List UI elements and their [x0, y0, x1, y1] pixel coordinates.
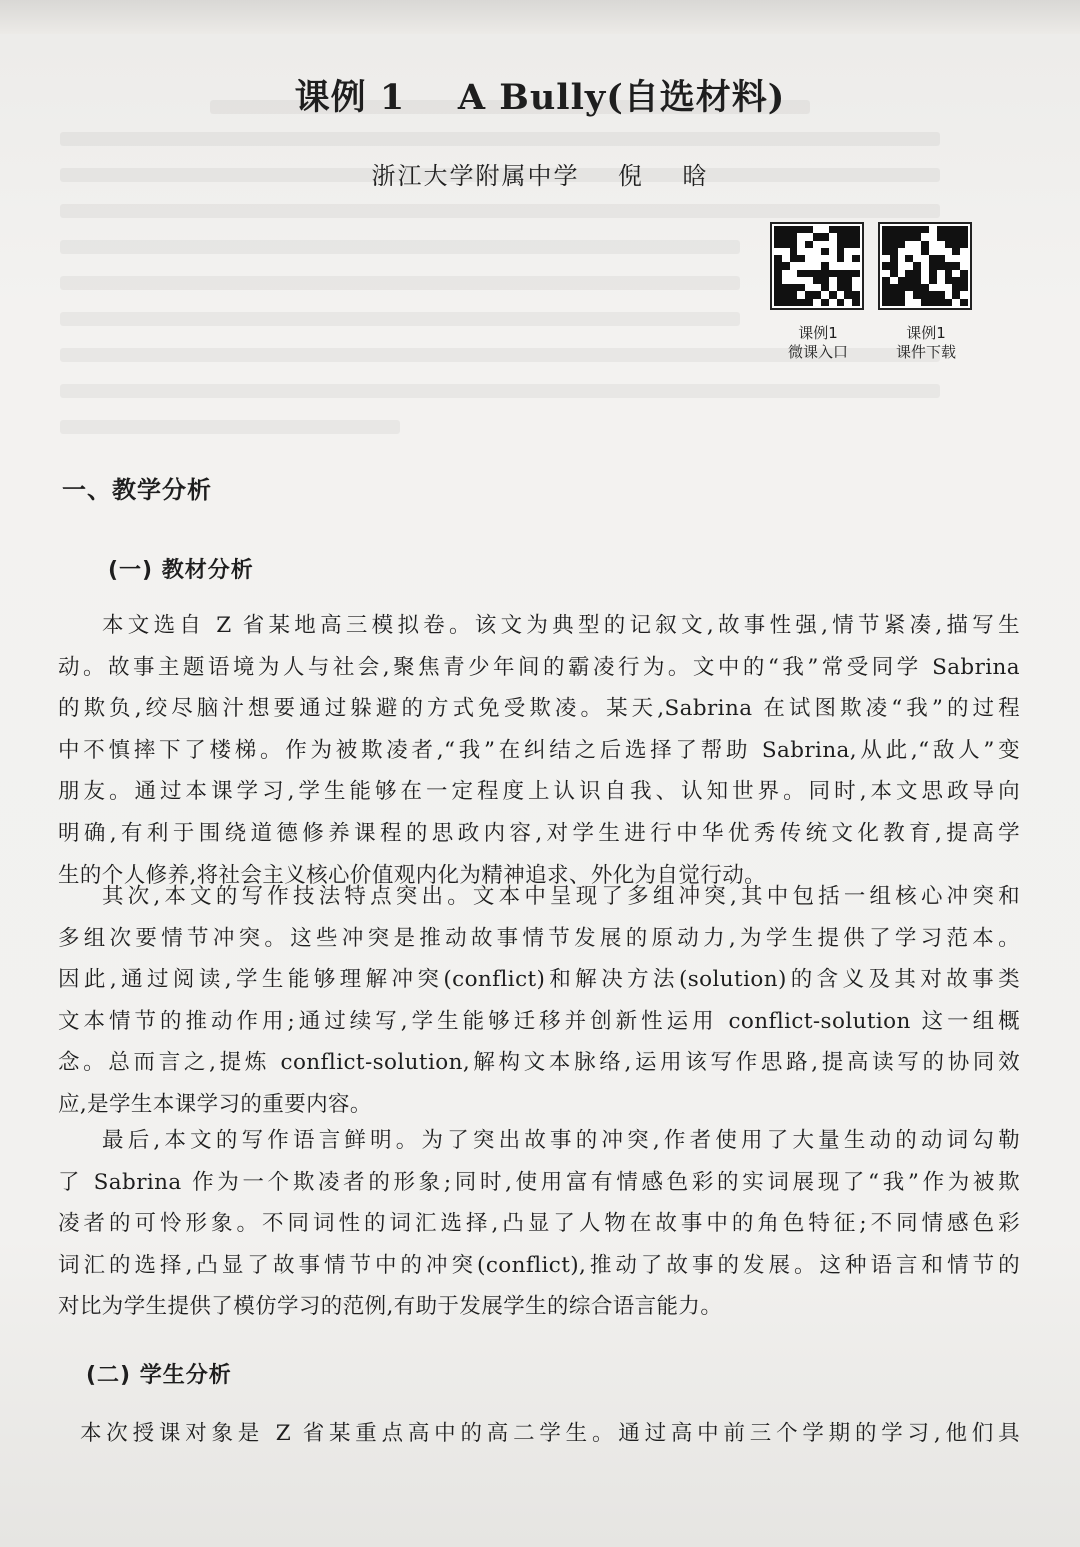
qr-caption-line: 课例1: [906, 324, 946, 342]
qr-block-courseware-download[interactable]: [878, 222, 976, 362]
qr-code-icon[interactable]: [878, 222, 972, 310]
text-line: 了 Sabrina 作为一个欺凌者的形象;同时,使用富有情感色彩的实词展现了“我”作为被欺: [58, 1169, 1020, 1195]
bleed-through: [60, 312, 740, 326]
text-line: 本次授课对象是 Z 省某重点高中的高二学生。通过高中前三个学期的学习,他们具: [80, 1421, 1020, 1446]
paragraph-textbook-analysis-3: [58, 1120, 1020, 1328]
qr-caption: [866, 324, 986, 362]
text-line: 的欺负,绞尽脑汁想要通过躲避的方式免受欺凌。某天,Sabrina 在试图欺凌“我”的过程: [58, 696, 1020, 722]
text-line: 明确,有利于围绕道德修养课程的思政内容,对学生进行中华优秀传统文化教育,提高学: [58, 820, 1020, 846]
page-top-edge: [0, 0, 1080, 34]
paragraph-student-analysis: [58, 1413, 1020, 1455]
text-line: 动。故事主题语境为人与社会,聚焦青少年间的霸凌行为。文中的“我”常受同学 Sabrina: [58, 654, 1020, 680]
qr-code-icon[interactable]: [770, 222, 864, 310]
author-line: 浙江大学附属中学 倪 晗: [371, 162, 709, 190]
text-line: 多组次要情节冲突。这些冲突是推动故事情节发展的原动力,为学生提供了学习范本。: [58, 925, 1020, 951]
text-line: 念。总而言之,提炼 conflict-solution,解构文本脉络,运用该写作思路,提高读写的协同效: [58, 1050, 1020, 1076]
text-line: 其次,本文的写作技法特点突出。文本中呈现了多组冲突,其中包括一组核心冲突和: [102, 884, 1020, 909]
bleed-through: [60, 276, 740, 290]
qr-caption-line: 课件下载: [895, 343, 956, 361]
text-line: 应,是学生本课学习的重要内容。: [58, 1091, 372, 1117]
text-line: 凌者的可怜形象。不同词性的词汇选择,凸显了人物在故事中的角色特征;不同情感色彩: [58, 1211, 1020, 1237]
text-line: 本文选自 Z 省某地高三模拟卷。该文为典型的记叙文,故事性强,情节紧凑,描写生: [102, 613, 1020, 638]
text-line: 生的个人修养,将社会主义核心价值观内化为精神追求、外化为自觉行动。: [58, 862, 767, 888]
paragraph-textbook-analysis-1: [58, 605, 1020, 896]
qr-caption-line: 课例1: [798, 324, 838, 342]
text-line: 对比为学生提供了模仿学习的范例,有助于发展学生的综合语言能力。: [58, 1294, 723, 1320]
text-line: 朋友。通过本课学习,学生能够在一定程度上认识自我、认知世界。同时,本文思政导向: [58, 779, 1020, 805]
subsection-heading: (二) 学生分析: [86, 1363, 232, 1388]
text-line: 词汇的选择,凸显了故事情节中的冲突(conflict),推动了故事的发展。这种语言和情节的: [58, 1252, 1020, 1278]
text-line: 因此,通过阅读,学生能够理解冲突(conflict)和解决方法(solution)的含义及其对故事类: [58, 967, 1020, 993]
text-line: 文本情节的推动作用;通过续写,学生能够迁移并创新性运用 conflict-solution 这一组概: [58, 1008, 1020, 1034]
bleed-through: [60, 132, 940, 146]
qr-block-micro-lesson[interactable]: [770, 222, 868, 362]
page-title: 课例 1 A Bully(自选材料): [294, 77, 786, 118]
bleed-through: [60, 420, 400, 434]
bleed-through: [60, 384, 940, 398]
qr-caption: [758, 324, 878, 362]
qr-caption-line: 微课入口: [787, 343, 848, 361]
bleed-through: [60, 204, 940, 218]
paragraph-textbook-analysis-2: [58, 876, 1020, 1126]
text-line: 最后,本文的写作语言鲜明。为了突出故事的冲突,作者使用了大量生动的动词勾勒: [102, 1128, 1020, 1153]
section-heading: 一、教学分析: [62, 476, 212, 504]
text-line: 中不慎摔下了楼梯。作为被欺凌者,“我”在纠结之后选择了帮助 Sabrina,从此,“敌人”变: [58, 737, 1020, 763]
subsection-heading: (一) 教材分析: [108, 558, 254, 583]
bleed-through: [60, 240, 740, 254]
